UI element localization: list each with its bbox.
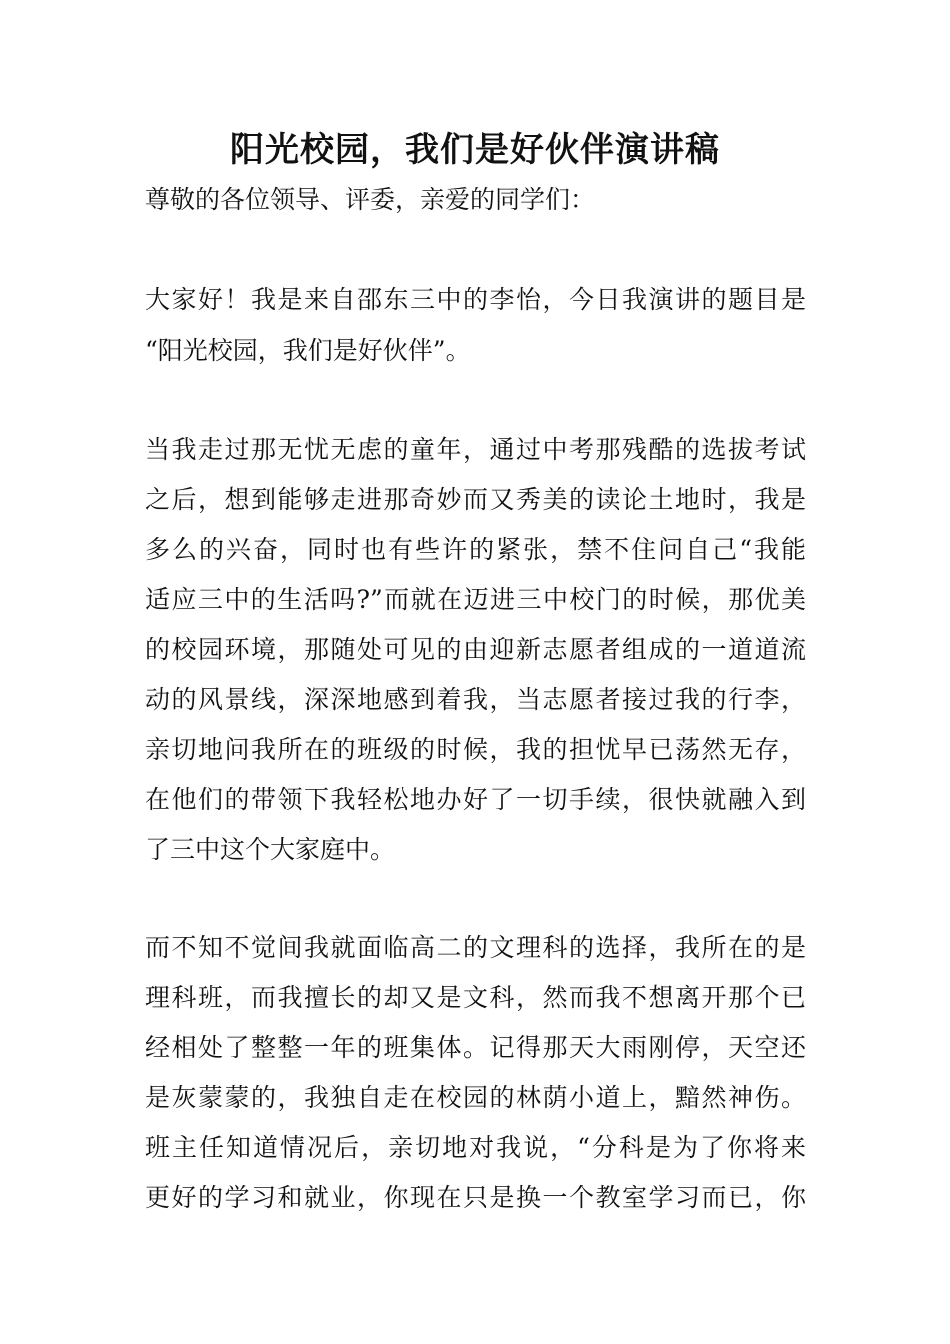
paragraph-2-line-4: 适应三中的生活吗?”而就在迈进三中校门的时候，那优美: [145, 585, 806, 614]
paragraph-1-line-2: “阳光校园，我们是好伙伴”。: [145, 336, 471, 365]
paragraph-3-line-4: 是灰蒙蒙的，我独自走在校园的林荫小道上，黯然神伤。: [145, 1083, 806, 1112]
paragraph-2-line-7: 亲切地问我所在的班级的时候，我的担忧早已荡然无存，: [145, 735, 806, 764]
paragraph-2-line-5: 的校园环境，那随处可见的由迎新志愿者组成的一道道流: [145, 635, 806, 664]
paragraph-2-line-2: 之后，想到能够走进那奇妙而又秀美的读论土地时，我是: [145, 485, 806, 514]
paragraph-2-line-8: 在他们的带领下我轻松地办好了一切手续，很快就融入到: [145, 785, 806, 814]
paragraph-3-line-5: 班主任知道情况后，亲切地对我说，“分科是为了你将来: [145, 1133, 806, 1162]
paragraph-3-line-1: 而不知不觉间我就面临高二的文理科的选择，我所在的是: [145, 933, 806, 962]
paragraph-2-line-1: 当我走过那无忧无虑的童年，通过中考那残酷的选拔考试: [145, 435, 806, 464]
paragraph-3-line-6: 更好的学习和就业，你现在只是换一个教室学习而已，你: [145, 1183, 806, 1212]
paragraph-3-line-3: 经相处了整整一年的班集体。记得那天大雨刚停，天空还: [145, 1033, 806, 1062]
paragraph-2-line-6: 动的风景线，深深地感到着我，当志愿者接过我的行李，: [145, 685, 806, 714]
salutation: 尊敬的各位领导、评委，亲爱的同学们：: [145, 185, 596, 214]
document-title: 阳光校园，我们是好伙伴演讲稿: [230, 130, 720, 170]
paragraph-2-line-3: 多么的兴奋，同时也有些许的紧张，禁不住问自己“我能: [145, 535, 806, 564]
paragraph-2-line-9: 了三中这个大家庭中。: [145, 835, 396, 864]
paragraph-3-line-2: 理科班，而我擅长的却又是文科，然而我不想离开那个已: [145, 983, 806, 1012]
paragraph-1-line-1: 大家好！我是来自邵东三中的李怡，今日我演讲的题目是: [145, 285, 806, 314]
